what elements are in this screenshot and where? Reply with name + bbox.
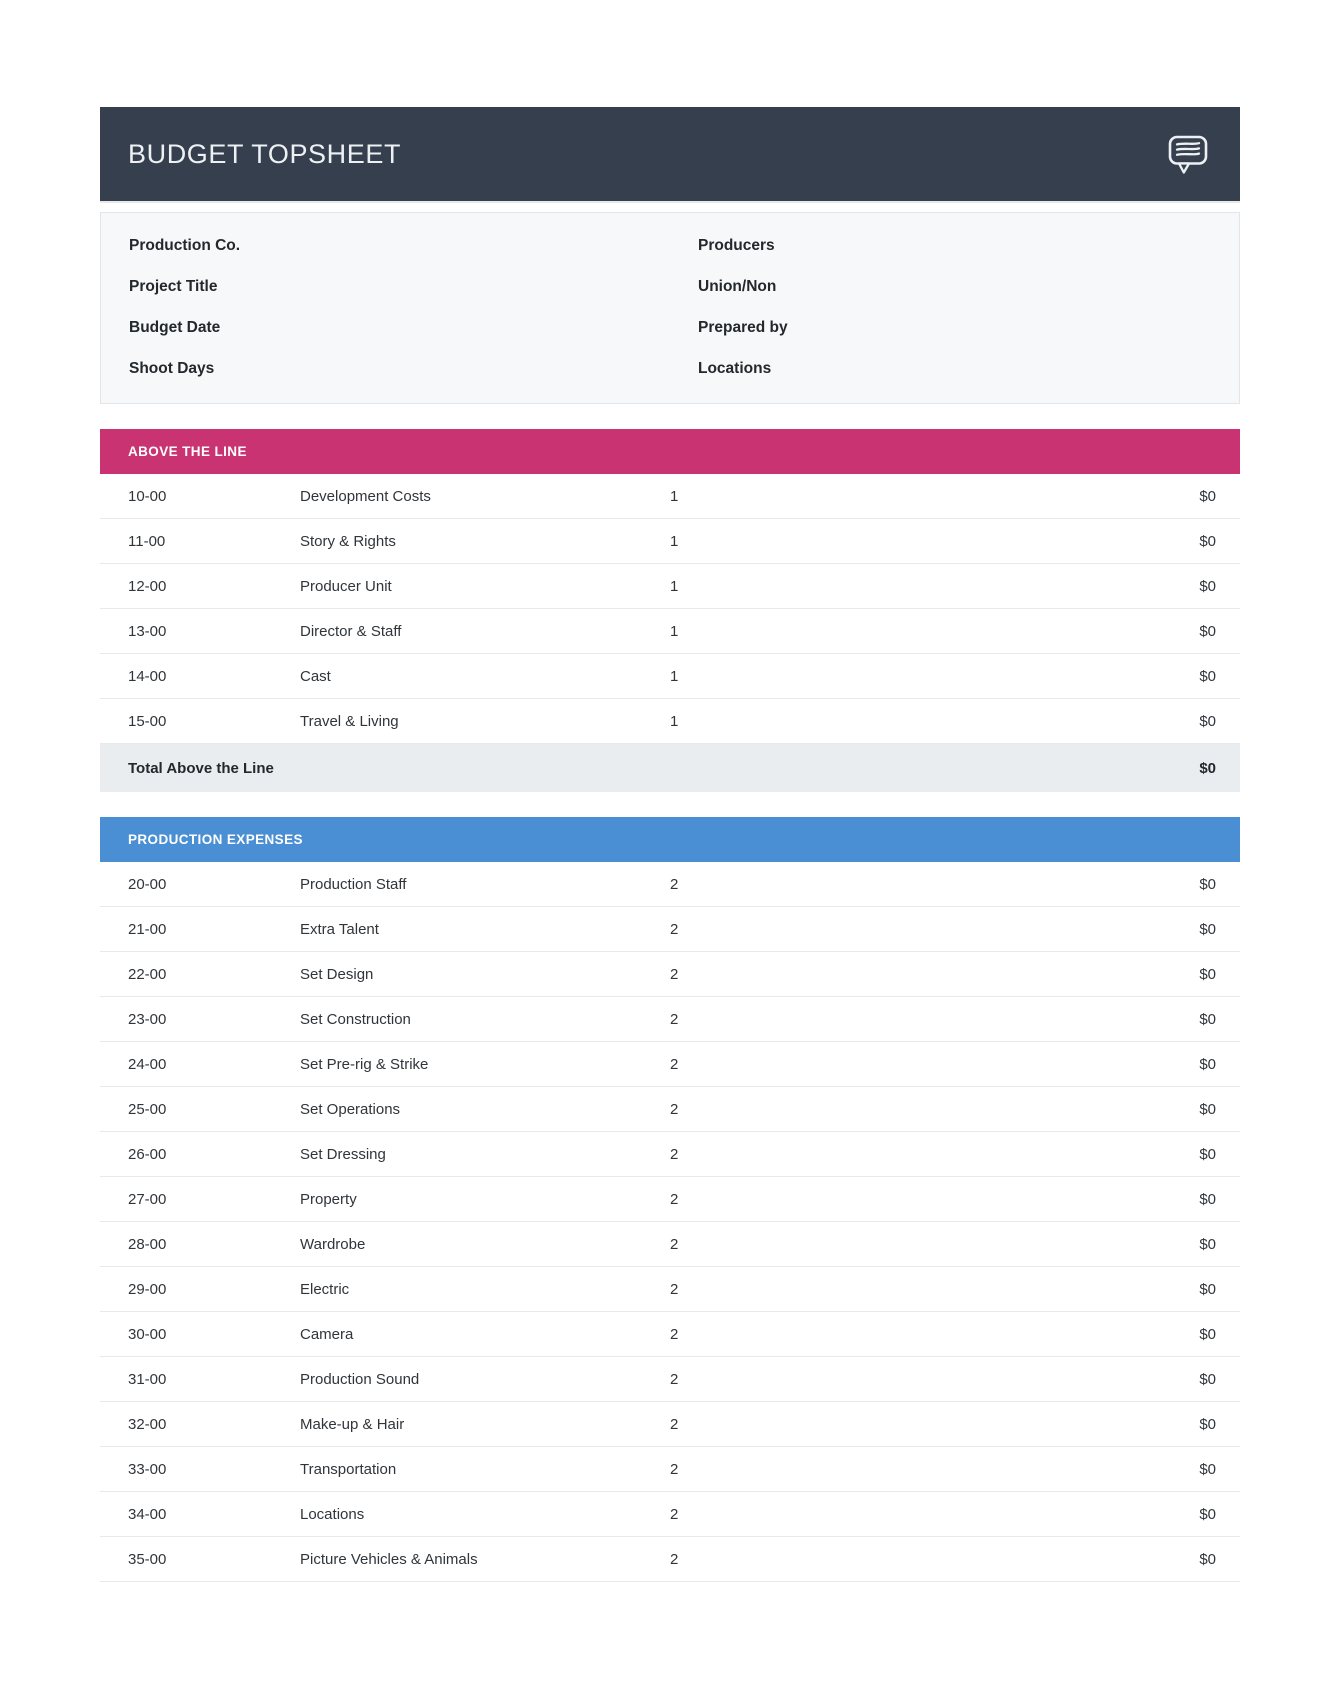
account-code: 23-00 bbox=[128, 1010, 167, 1028]
quantity-value: 2 bbox=[670, 1100, 679, 1118]
budget-line-item bbox=[100, 1267, 1240, 1312]
category-label: Cast bbox=[300, 667, 331, 685]
category-label: Set Pre-rig & Strike bbox=[300, 1055, 429, 1073]
quantity-value: 1 bbox=[670, 712, 679, 730]
budget-line-item bbox=[100, 907, 1240, 952]
quantity-value: 2 bbox=[670, 1460, 679, 1478]
budget-line-item bbox=[100, 519, 1240, 564]
info-field-label: Production Co. bbox=[129, 236, 241, 254]
account-code: 30-00 bbox=[128, 1325, 167, 1343]
budget-line-item bbox=[100, 1312, 1240, 1357]
account-code: 15-00 bbox=[128, 712, 167, 730]
quantity-value: 2 bbox=[670, 1280, 679, 1298]
category-label: Director & Staff bbox=[300, 622, 402, 640]
account-code: 10-00 bbox=[128, 487, 167, 505]
info-field-label: Producers bbox=[698, 236, 775, 254]
budget-line-item bbox=[100, 862, 1240, 907]
category-label: Picture Vehicles & Animals bbox=[300, 1550, 478, 1568]
account-code: 25-00 bbox=[128, 1100, 167, 1118]
amount-value: $0 bbox=[1199, 1190, 1216, 1208]
category-label: Transportation bbox=[300, 1460, 397, 1478]
account-code: 31-00 bbox=[128, 1370, 167, 1388]
amount-value: $0 bbox=[1199, 1325, 1216, 1343]
info-field-label: Budget Date bbox=[129, 318, 221, 336]
category-label: Set Construction bbox=[300, 1010, 411, 1028]
budget-line-item bbox=[100, 952, 1240, 997]
info-field-label: Project Title bbox=[129, 277, 218, 295]
account-code: 28-00 bbox=[128, 1235, 167, 1253]
category-label: Set Design bbox=[300, 965, 374, 983]
budget-line-item bbox=[100, 1177, 1240, 1222]
budget-line-item bbox=[100, 1357, 1240, 1402]
quantity-value: 2 bbox=[670, 875, 679, 893]
production-info-panel bbox=[100, 212, 1240, 404]
quantity-value: 1 bbox=[670, 532, 679, 550]
amount-value: $0 bbox=[1199, 920, 1216, 938]
amount-value: $0 bbox=[1199, 1280, 1216, 1298]
info-field-label: Shoot Days bbox=[129, 359, 215, 377]
category-label: Electric bbox=[300, 1280, 350, 1298]
category-label: Extra Talent bbox=[300, 920, 379, 938]
section-header bbox=[100, 817, 1240, 862]
amount-value: $0 bbox=[1199, 1055, 1216, 1073]
account-code: 13-00 bbox=[128, 622, 167, 640]
budget-section bbox=[100, 817, 1240, 1582]
amount-value: $0 bbox=[1199, 532, 1216, 550]
budget-line-item bbox=[100, 1447, 1240, 1492]
info-field-label: Prepared by bbox=[698, 318, 788, 336]
budget-line-item bbox=[100, 474, 1240, 519]
category-label: Story & Rights bbox=[300, 532, 396, 550]
quantity-value: 1 bbox=[670, 487, 679, 505]
total-label: Total Above the Line bbox=[128, 759, 274, 777]
category-label: Set Dressing bbox=[300, 1145, 386, 1163]
budget-section bbox=[100, 429, 1240, 792]
category-label: Make-up & Hair bbox=[300, 1415, 405, 1433]
quantity-value: 2 bbox=[670, 1325, 679, 1343]
section-header bbox=[100, 429, 1240, 474]
amount-value: $0 bbox=[1199, 667, 1216, 685]
section-title: ABOVE THE LINE bbox=[128, 444, 247, 459]
account-code: 27-00 bbox=[128, 1190, 167, 1208]
amount-value: $0 bbox=[1199, 1100, 1216, 1118]
account-code: 35-00 bbox=[128, 1550, 167, 1568]
section-rows bbox=[100, 862, 1240, 1582]
amount-value: $0 bbox=[1199, 1460, 1216, 1478]
amount-value: $0 bbox=[1199, 1235, 1216, 1253]
page-title: BUDGET TOPSHEET bbox=[128, 138, 402, 169]
amount-value: $0 bbox=[1199, 487, 1216, 505]
budget-line-item bbox=[100, 997, 1240, 1042]
category-label: Development Costs bbox=[300, 487, 431, 505]
account-code: 33-00 bbox=[128, 1460, 167, 1478]
quantity-value: 2 bbox=[670, 1010, 679, 1028]
quantity-value: 2 bbox=[670, 920, 679, 938]
amount-value: $0 bbox=[1199, 1145, 1216, 1163]
category-label: Camera bbox=[300, 1325, 354, 1343]
account-code: 24-00 bbox=[128, 1055, 167, 1073]
amount-value: $0 bbox=[1199, 1370, 1216, 1388]
quantity-value: 1 bbox=[670, 667, 679, 685]
budget-line-item bbox=[100, 609, 1240, 654]
section-title: PRODUCTION EXPENSES bbox=[128, 832, 303, 847]
account-code: 22-00 bbox=[128, 965, 167, 983]
info-grid bbox=[101, 225, 1239, 389]
account-code: 34-00 bbox=[128, 1505, 167, 1523]
quantity-value: 2 bbox=[670, 1505, 679, 1523]
info-field-label: Locations bbox=[698, 359, 772, 377]
amount-value: $0 bbox=[1199, 622, 1216, 640]
category-label: Wardrobe bbox=[300, 1235, 366, 1253]
budget-line-item bbox=[100, 1042, 1240, 1087]
account-code: 29-00 bbox=[128, 1280, 167, 1298]
budget-line-item bbox=[100, 654, 1240, 699]
budget-sections bbox=[100, 429, 1240, 1582]
budget-line-item bbox=[100, 564, 1240, 609]
account-code: 14-00 bbox=[128, 667, 167, 685]
info-field-label: Union/Non bbox=[698, 277, 777, 295]
section-rows bbox=[100, 474, 1240, 792]
account-code: 20-00 bbox=[128, 875, 167, 893]
budget-line-item bbox=[100, 1402, 1240, 1447]
category-label: Production Sound bbox=[300, 1370, 420, 1388]
amount-value: $0 bbox=[1199, 577, 1216, 595]
amount-value: $0 bbox=[1199, 712, 1216, 730]
budget-line-item bbox=[100, 1132, 1240, 1177]
category-label: Travel & Living bbox=[300, 712, 399, 730]
quantity-value: 2 bbox=[670, 965, 679, 983]
account-code: 26-00 bbox=[128, 1145, 167, 1163]
quantity-value: 2 bbox=[670, 1370, 679, 1388]
quantity-value: 2 bbox=[670, 1415, 679, 1433]
section-total-row bbox=[100, 744, 1240, 792]
amount-value: $0 bbox=[1199, 1550, 1216, 1568]
budget-line-item bbox=[100, 1222, 1240, 1267]
amount-value: $0 bbox=[1199, 875, 1216, 893]
category-label: Set Operations bbox=[300, 1100, 401, 1118]
budget-line-item bbox=[100, 1492, 1240, 1537]
quantity-value: 2 bbox=[670, 1190, 679, 1208]
category-label: Production Staff bbox=[300, 875, 407, 893]
quantity-value: 2 bbox=[670, 1235, 679, 1253]
account-code: 32-00 bbox=[128, 1415, 167, 1433]
account-code: 21-00 bbox=[128, 920, 167, 938]
amount-value: $0 bbox=[1199, 1010, 1216, 1028]
quantity-value: 1 bbox=[670, 622, 679, 640]
quantity-value: 2 bbox=[670, 1550, 679, 1568]
quantity-value: 2 bbox=[670, 1145, 679, 1163]
amount-value: $0 bbox=[1199, 965, 1216, 983]
quantity-value: 1 bbox=[670, 577, 679, 595]
amount-value: $0 bbox=[1199, 1415, 1216, 1433]
quantity-value: 2 bbox=[670, 1055, 679, 1073]
account-code: 11-00 bbox=[128, 532, 166, 550]
total-amount: $0 bbox=[1199, 759, 1216, 777]
category-label: Producer Unit bbox=[300, 577, 392, 595]
budget-line-item bbox=[100, 1537, 1240, 1582]
page-header bbox=[100, 107, 1240, 201]
account-code: 12-00 bbox=[128, 577, 167, 595]
category-label: Property bbox=[300, 1190, 357, 1208]
amount-value: $0 bbox=[1199, 1505, 1216, 1523]
budget-line-item bbox=[100, 699, 1240, 744]
category-label: Locations bbox=[300, 1505, 365, 1523]
budget-line-item bbox=[100, 1087, 1240, 1132]
comments-icon[interactable] bbox=[1166, 132, 1210, 176]
